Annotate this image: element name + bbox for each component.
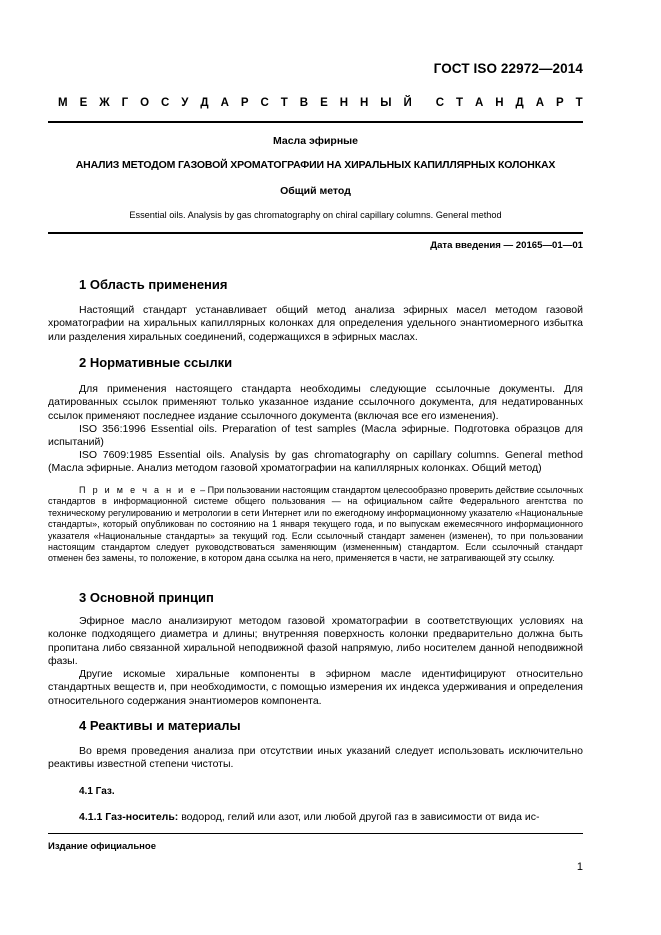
heading-letter: Н xyxy=(359,97,369,109)
section-2-reference-iso7609: ISO 7609:1985 Essential oils. Analysis by gas chromatography on capillary columns. General method (Масла эфирные. Анализ методом газовой хроматографии на капиллярных колонках. Общий метод) xyxy=(48,449,583,475)
heading-letter: Р xyxy=(556,97,564,109)
heading-letter: Д xyxy=(515,97,524,109)
note-text: – При пользовании настоящим стандартом целесообразно проверить действие ссылочных стандартов в информационной системе общего пользования — на официальном сайте Федерального агентства по техническому регулированию и метрологии в сети Интернет или по ежегодному информационному указателю «Национальные стандарты», который опубликован по состоянию на 1 января текущего года, и по выпускам ежемесячного информационного указателя «Национальные стандарты» за текущий год. Если ссылочный стандарт заменен (изменен), то при пользовании настоящим стандартом следует руководствоваться заменяющим (измененным) стандартом. Если ссылочный стандарт отменен без замены, то положение, в котором дана ссылка на него, применяется в части, не затрагивающей эту ссылку. xyxy=(48,485,583,564)
title-english: Essential oils. Analysis by gas chromatography on chiral capillary columns. General method xyxy=(129,210,502,220)
heading-letter: Н xyxy=(339,97,349,109)
title-main: АНАЛИЗ МЕТОДОМ ГАЗОВОЙ ХРОМАТОГРАФИИ НА ХИРАЛЬНЫХ КАПИЛЛЯРНЫХ КОЛОНКАХ xyxy=(75,159,556,171)
section-1-paragraph: Настоящий стандарт устанавливает общий метод анализа эфирных масел методом газовой хроматографии на хиральных капиллярных колонках для определения удельного энантиомерного избытка или разделения хиральных соединений, содержащихся в эфирных маслах. xyxy=(48,304,583,343)
section-4-heading: 4 Реактивы и материалы xyxy=(79,718,241,733)
heading-letter: А xyxy=(535,97,545,109)
heading-letter: Г xyxy=(121,97,129,109)
heading-letter: А xyxy=(220,97,229,109)
section-3-paragraph-2: Другие искомые хиральные компоненты в эфирном масле идентифицируют относительно стандартных веществ и, при необходимости, с помощью измерения их индекса удерживания и определения относительного содержания энантиомеров компонента. xyxy=(48,668,583,707)
introduction-date: Дата введения — 20165—01—01 xyxy=(430,240,583,251)
heading-letter: Ж xyxy=(99,97,110,109)
heading-letter: Й xyxy=(403,97,412,109)
heading-letter: С xyxy=(260,97,269,109)
heading-letter: Ы xyxy=(380,97,392,109)
heading-letter: С xyxy=(161,97,170,109)
section-2-heading: 2 Нормативные ссылки xyxy=(79,355,233,370)
title-general-method: Общий метод xyxy=(280,185,351,197)
section-2-note xyxy=(48,485,583,565)
section-3-paragraph-1: Эфирное масло анализируют методом газовой хроматографии в соответствующих условиях на колонке подходящего диаметра и длины; внутренняя поверхность колонки предварительно должна быть пропитана либо связанной хиральной неподвижной фазой напрямую, либо носителем данной неподвижной фазы. xyxy=(48,615,583,668)
heading-letter: С xyxy=(435,97,445,109)
official-edition-label: Издание официальное xyxy=(48,841,156,852)
heading-letter: Р xyxy=(240,97,249,109)
title-divider xyxy=(48,232,583,234)
heading-letter: Е xyxy=(320,97,328,109)
title-oils: Масла эфирные xyxy=(273,135,358,147)
subsection-4-1: 4.1 Газ. xyxy=(79,786,115,797)
heading-letter: Т xyxy=(280,97,288,109)
footer-divider xyxy=(48,833,583,834)
heading-letter: Е xyxy=(79,97,88,109)
heading-letter: Д xyxy=(200,97,209,109)
heading-letter: В xyxy=(299,97,309,109)
carrier-gas-label: 4.1.1 Газ-носитель: xyxy=(79,811,179,823)
heading-letter: У xyxy=(181,97,189,109)
page-number: 1 xyxy=(576,861,583,873)
section-1-heading: 1 Область применения xyxy=(79,277,228,292)
top-divider xyxy=(48,121,583,123)
heading-letter: Т xyxy=(455,97,464,109)
heading-letter: Т xyxy=(575,97,583,109)
heading-letter: М xyxy=(58,97,68,109)
interstate-standard-heading xyxy=(58,97,583,109)
section-3-heading: 3 Основной принцип xyxy=(79,590,214,605)
section-4-paragraph-1: Во время проведения анализа при отсутствии иных указаний следует использовать исключительно реактивы известной степени чистоты. xyxy=(48,745,583,771)
heading-letter: Н xyxy=(495,97,504,109)
section-2-paragraph-1: Для применения настоящего стандарта необходимы следующие ссылочные документы. Для датированных ссылок применяют только указанное издание ссылочного документа, для недатированных ссылок применяют последнее издание ссылочного документа (включая все его изменения). xyxy=(48,383,583,422)
carrier-gas-text: водород, гелий или азот, или любой другой газ в зависимости от вида ис- xyxy=(178,811,540,823)
section-2-reference-iso356: ISO 356:1996 Essential oils. Preparation of test samples (Масла эфирные. Подготовка образцов для испытаний) xyxy=(48,423,583,449)
note-label: П р и м е ч а н и е xyxy=(79,485,198,495)
heading-letter: А xyxy=(474,97,484,109)
heading-letter: О xyxy=(140,97,150,109)
subsection-4-1-1 xyxy=(48,811,583,824)
standard-code: ГОСТ ISO 22972—2014 xyxy=(433,61,583,76)
